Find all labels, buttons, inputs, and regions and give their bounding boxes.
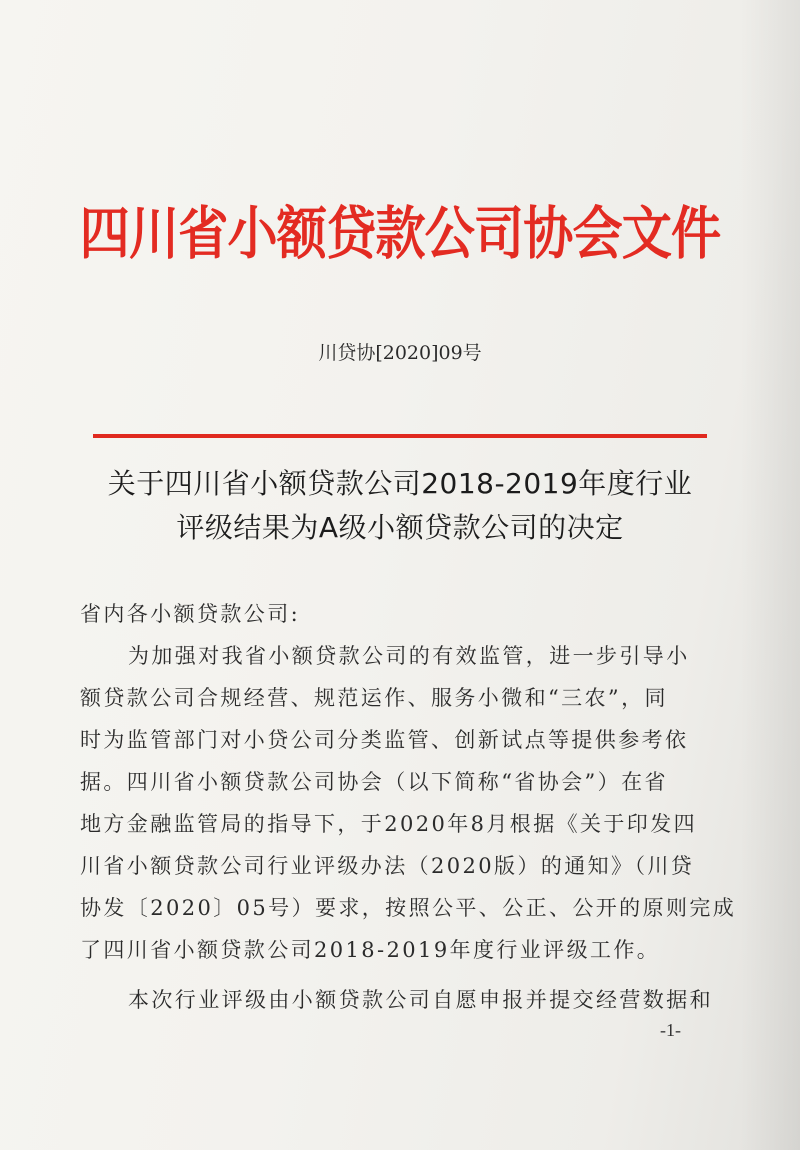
body-paragraph-line: 川省小额贷款公司行业评级办法（2020版）的通知》（川贷	[80, 854, 695, 878]
page-edge-shadow	[740, 0, 800, 1150]
body-paragraph-line: 额贷款公司合规经营、规范运作、服务小微和“三农”，同	[80, 686, 668, 710]
document-number: 川贷协[2020]09号	[318, 342, 482, 364]
subject-line-2: 评级结果为A级小额贷款公司的决定	[176, 511, 624, 544]
body-paragraph-line: 时为监管部门对小贷公司分类监管、创新试点等提供参考依	[80, 728, 689, 752]
body-paragraph-line: 本次行业评级由小额贷款公司自愿申报并提交经营数据和	[128, 988, 713, 1012]
document-header-title: 四川省小额贷款公司协会文件	[79, 200, 721, 267]
page-number: -1-	[660, 1020, 681, 1040]
body-paragraph-line: 据。四川省小额贷款公司协会（以下简称“省协会”）在省	[80, 770, 668, 794]
red-divider-line	[93, 434, 707, 438]
body-paragraph-line: 了四川省小额贷款公司2018-2019年度行业评级工作。	[80, 938, 661, 962]
subject-line-1: 关于四川省小额贷款公司2018-2019年度行业	[107, 467, 693, 500]
body-paragraph-line: 协发〔2020〕05号）要求，按照公平、公正、公开的原则完成	[80, 896, 737, 920]
salutation: 省内各小额贷款公司:	[80, 602, 301, 626]
body-paragraph-line: 地方金融监管局的指导下，于2020年8月根据《关于印发四	[80, 812, 698, 836]
body-paragraph-line: 为加强对我省小额贷款公司的有效监管，进一步引导小	[128, 644, 690, 668]
